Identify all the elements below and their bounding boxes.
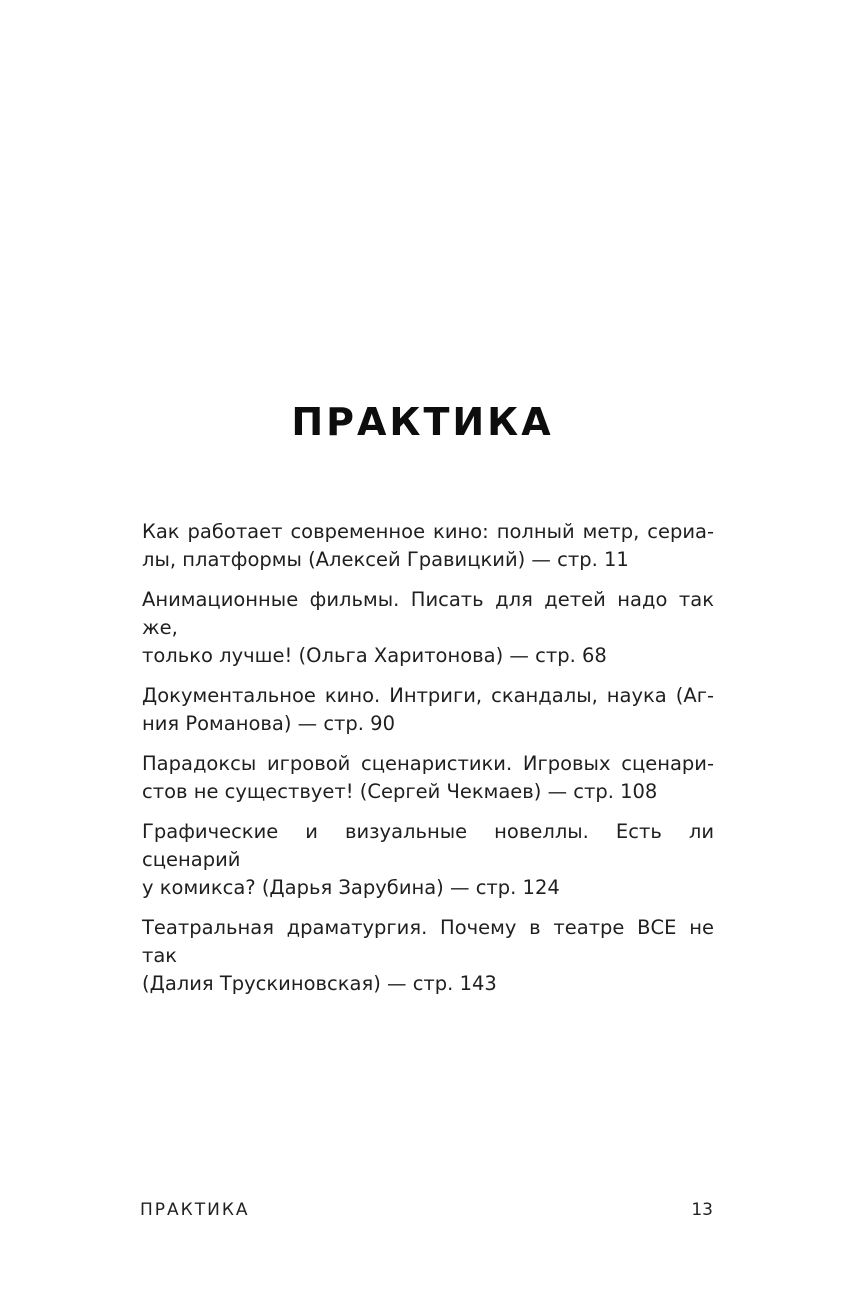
toc-entry-line: Документальное кино. Интриги, скандалы, наука (Аг- [142, 684, 714, 707]
chapter-title: ПРАКТИКА [291, 400, 554, 444]
toc-entry-line: ния Романова) — стр. 90 [142, 712, 395, 735]
toc-entry-line: (Далия Трускиновская) — стр. 143 [142, 972, 497, 995]
toc-entry-line: Графические и визуальные новеллы. Есть ли сценарий [142, 820, 714, 871]
toc-entry [142, 518, 714, 574]
table-of-contents [142, 518, 714, 1010]
toc-entry [142, 750, 714, 806]
toc-entry-line: у комикса? (Дарья Зарубина) — стр. 124 [142, 876, 560, 899]
toc-entry-line: стов не существует! (Сергей Чекмаев) — стр. 108 [142, 780, 658, 803]
toc-entry-line: Парадоксы игровой сценаристики. Игровых сценари- [142, 752, 714, 775]
running-head: ПРАКТИКА [140, 1200, 250, 1220]
toc-entry [142, 586, 714, 670]
toc-entry-line: только лучше! (Ольга Харитонова) — стр. 68 [142, 644, 607, 667]
toc-entry [142, 914, 714, 998]
page-number: 13 [691, 1200, 713, 1220]
toc-entry-line: Анимационные фильмы. Писать для детей надо так же, [142, 588, 714, 639]
toc-entry [142, 818, 714, 902]
toc-entry-line: Как работает современное кино: полный метр, сериа- [142, 520, 714, 543]
toc-entry-line: Театральная драматургия. Почему в театре ВСЕ не так [142, 916, 714, 967]
toc-entry [142, 682, 714, 738]
toc-entry-line: лы, платформы (Алексей Гравицкий) — стр. 11 [142, 548, 629, 571]
